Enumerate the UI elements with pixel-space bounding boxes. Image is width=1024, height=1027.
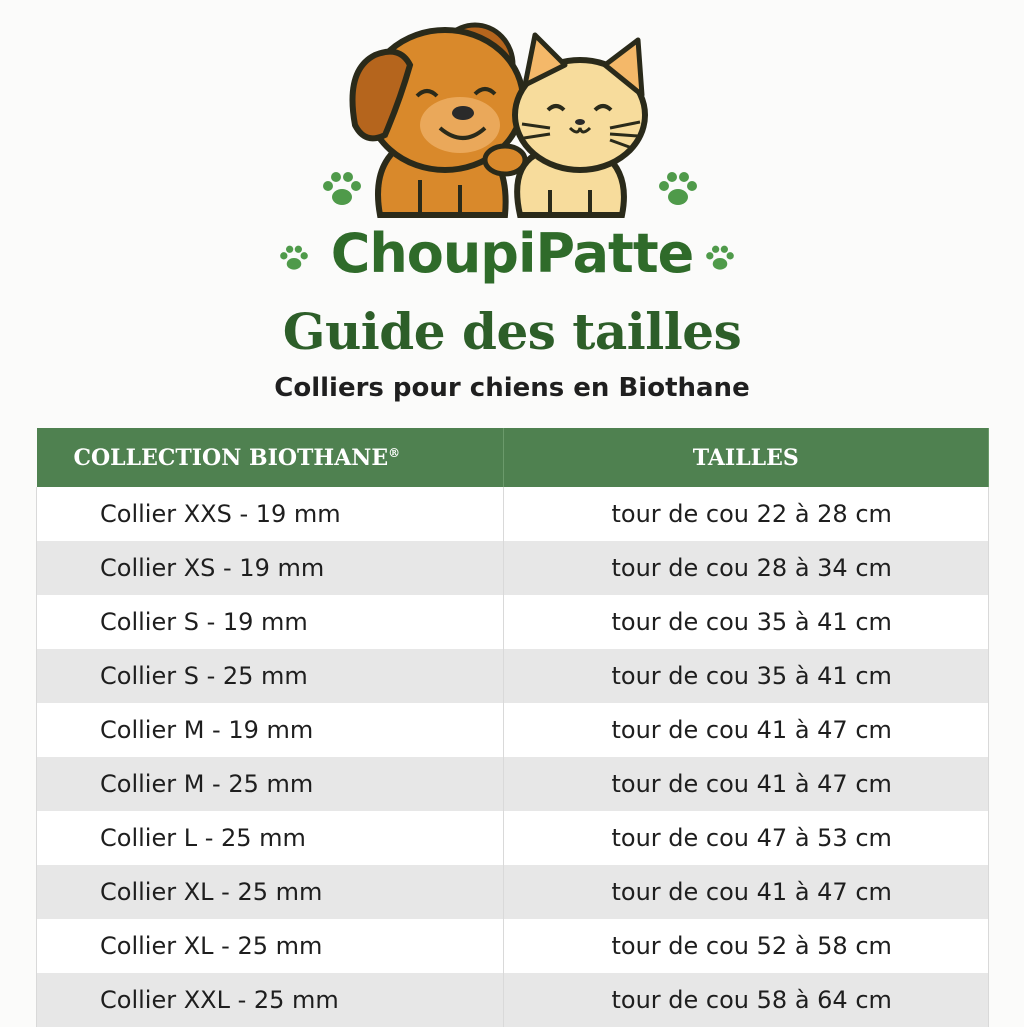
size-cell: tour de cou 47 à 53 cm <box>503 811 989 865</box>
paw-print-icon <box>320 170 364 208</box>
page-subtitle: Colliers pour chiens en Biothane <box>274 373 750 403</box>
size-cell: tour de cou 52 à 58 cm <box>503 919 989 973</box>
table-row <box>37 865 989 919</box>
size-guide-table <box>36 428 989 1027</box>
column-header-collection: COLLECTION BIOTHANE® <box>37 428 504 487</box>
paw-print-icon <box>656 170 700 208</box>
collar-cell: Collier L - 25 mm <box>37 811 504 865</box>
collar-cell: Collier S - 25 mm <box>37 649 504 703</box>
collar-cell: Collier XXL - 25 mm <box>37 973 504 1027</box>
size-cell: tour de cou 41 à 47 cm <box>503 865 989 919</box>
table-row <box>37 919 989 973</box>
table-row <box>37 757 989 811</box>
table-row <box>37 541 989 595</box>
table-row <box>37 973 989 1027</box>
collar-cell: Collier S - 19 mm <box>37 595 504 649</box>
table-row <box>37 811 989 865</box>
column-header-sizes: TAILLES <box>503 428 989 487</box>
size-cell: tour de cou 58 à 64 cm <box>503 973 989 1027</box>
size-cell: tour de cou 35 à 41 cm <box>503 649 989 703</box>
table-row <box>37 595 989 649</box>
collar-cell: Collier XXS - 19 mm <box>37 487 504 541</box>
collar-cell: Collier XL - 25 mm <box>37 919 504 973</box>
registered-mark: ® <box>388 445 401 460</box>
size-cell: tour de cou 22 à 28 cm <box>503 487 989 541</box>
table-header-row <box>37 428 989 487</box>
size-cell: tour de cou 28 à 34 cm <box>503 541 989 595</box>
size-cell: tour de cou 41 à 47 cm <box>503 757 989 811</box>
collar-cell: Collier M - 19 mm <box>37 703 504 757</box>
collar-cell: Collier XL - 25 mm <box>37 865 504 919</box>
table-row <box>37 703 989 757</box>
collar-cell: Collier XS - 19 mm <box>37 541 504 595</box>
size-cell: tour de cou 35 à 41 cm <box>503 595 989 649</box>
table-row <box>37 649 989 703</box>
collar-cell: Collier M - 25 mm <box>37 757 504 811</box>
size-cell: tour de cou 41 à 47 cm <box>503 703 989 757</box>
brand-name: ChoupiPatte <box>330 222 694 285</box>
table-row <box>37 487 989 541</box>
page-title: Guide des tailles <box>282 302 742 361</box>
